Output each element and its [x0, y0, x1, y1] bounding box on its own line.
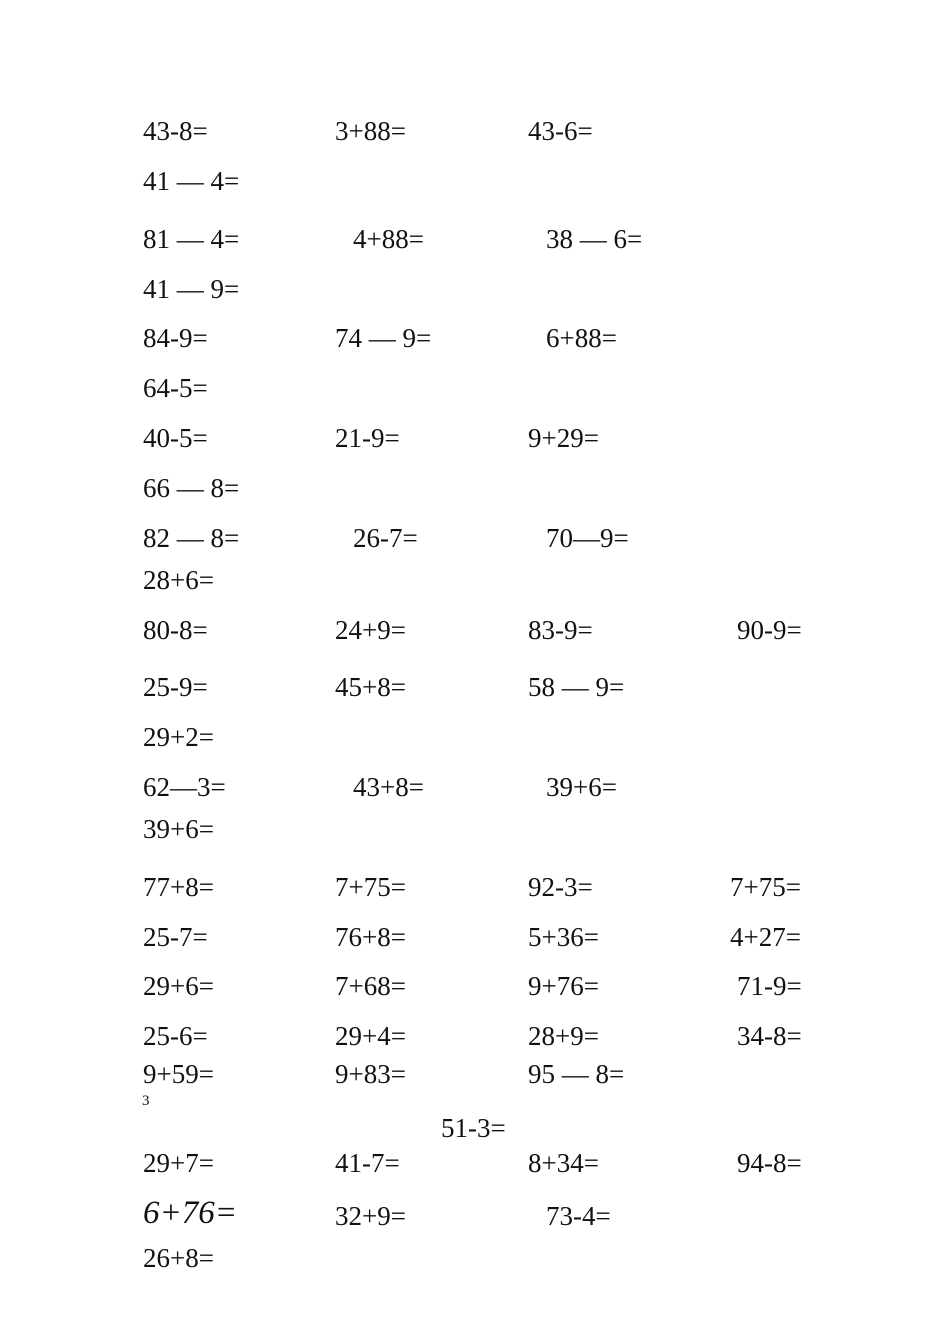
problem: 39+6=	[143, 814, 214, 844]
problem: 6+76=	[143, 1195, 238, 1231]
problem: 29+2=	[143, 722, 214, 752]
problem: 83-9=	[528, 615, 593, 645]
problem: 95 — 8=	[528, 1059, 625, 1089]
problem: 43-8=	[143, 116, 208, 146]
problem: 24+9=	[335, 615, 406, 645]
problem: 41 — 4=	[143, 166, 240, 196]
problem: 43-6=	[528, 116, 593, 146]
problem: 32+9=	[335, 1201, 406, 1231]
problem: 71-9=	[737, 971, 802, 1001]
problem: 29+7=	[143, 1148, 214, 1178]
problem: 9+83=	[335, 1059, 406, 1089]
problem: 3+88=	[335, 116, 406, 146]
problem: 76+8=	[335, 922, 406, 952]
problem: 41-7=	[335, 1148, 400, 1178]
problem: 26+8=	[143, 1243, 214, 1273]
problem: 80-8=	[143, 615, 208, 645]
problem: 39+6=	[546, 772, 617, 802]
problem: 45+8=	[335, 672, 406, 702]
problem: 8+34=	[528, 1148, 599, 1178]
problem: 9+29=	[528, 423, 599, 453]
problem: 92-3=	[528, 872, 593, 902]
problem: 9+76=	[528, 971, 599, 1001]
problem: 43+8=	[353, 772, 424, 802]
problem: 64-5=	[143, 373, 208, 403]
problem: 7+75=	[335, 872, 406, 902]
problem: 21-9=	[335, 423, 400, 453]
problem: 90-9=	[737, 615, 802, 645]
problem: 4+88=	[353, 224, 424, 254]
problem: 81 — 4=	[143, 224, 240, 254]
problem: 34-8=	[737, 1021, 802, 1051]
problem: 66 — 8=	[143, 473, 240, 503]
problem: 7+68=	[335, 971, 406, 1001]
problem: 29+6=	[143, 971, 214, 1001]
problem: 84-9=	[143, 323, 208, 353]
problem: 6+88=	[546, 323, 617, 353]
problem: 26-7=	[353, 523, 418, 553]
problem: 29+4=	[335, 1021, 406, 1051]
problem: 25-7=	[143, 922, 208, 952]
problem: 82 — 8=	[143, 523, 240, 553]
problem: 7+75=	[730, 872, 801, 902]
problem: 38 — 6=	[546, 224, 643, 254]
problem: 74 — 9=	[335, 323, 432, 353]
problem: 41 — 9=	[143, 274, 240, 304]
page-number: 3	[142, 1093, 150, 1109]
problem: 9+59=	[143, 1059, 214, 1089]
problem: 51-3=	[441, 1113, 506, 1143]
problem: 4+27=	[730, 922, 801, 952]
problem: 28+6=	[143, 565, 214, 595]
problem: 70—9=	[546, 523, 629, 553]
problem: 73-4=	[546, 1201, 611, 1231]
problem: 25-9=	[143, 672, 208, 702]
problem: 25-6=	[143, 1021, 208, 1051]
problem: 94-8=	[737, 1148, 802, 1178]
problem: 40-5=	[143, 423, 208, 453]
problem: 77+8=	[143, 872, 214, 902]
problem: 5+36=	[528, 922, 599, 952]
problem: 58 — 9=	[528, 672, 625, 702]
problem: 62—3=	[143, 772, 226, 802]
problem: 28+9=	[528, 1021, 599, 1051]
